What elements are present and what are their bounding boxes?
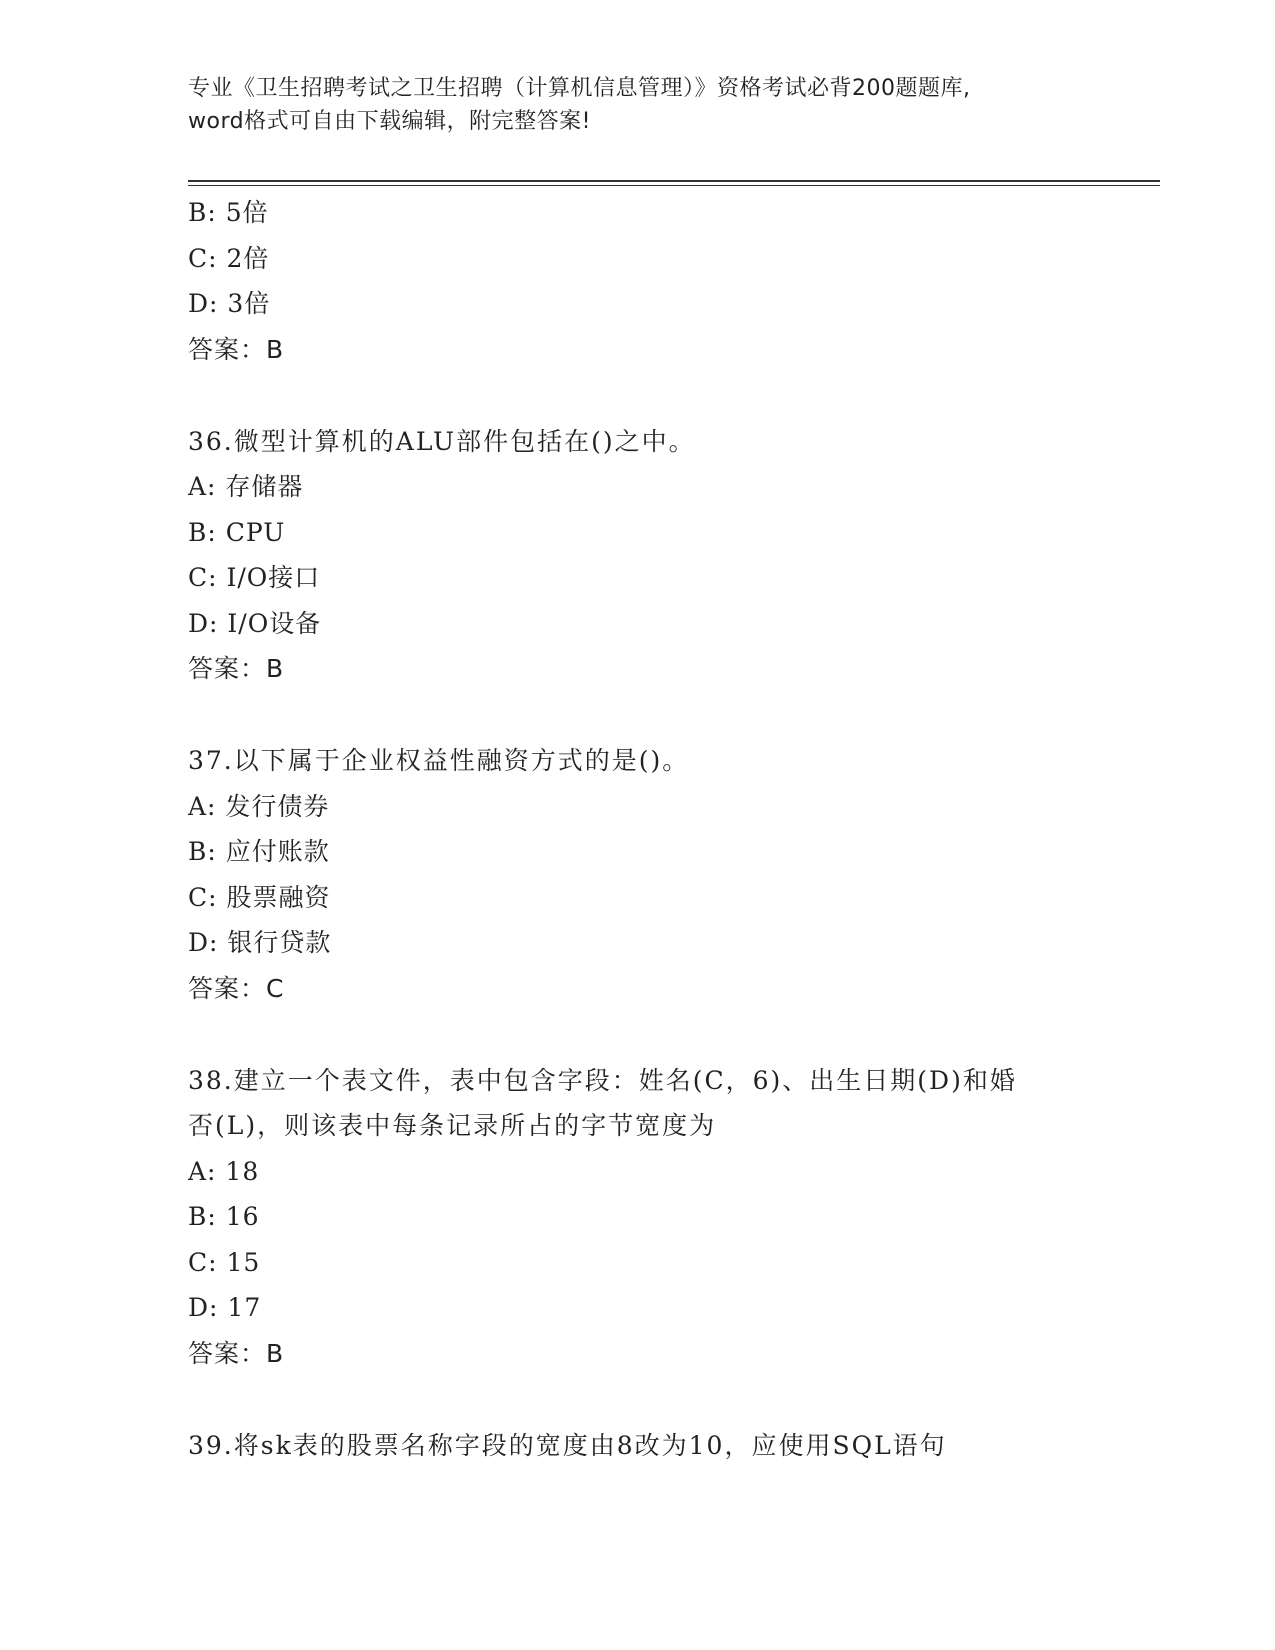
option-b: B: 16 bbox=[188, 1202, 260, 1231]
question-text-line-1: 38.建立一个表文件，表中包含字段：姓名(C，6)、出生日期(D)和婚 bbox=[188, 1065, 1017, 1095]
option-d: D: 17 bbox=[188, 1293, 262, 1322]
question-list bbox=[188, 190, 1088, 1468]
option-d: D: I/O设备 bbox=[188, 608, 322, 638]
option-d: D: 3倍 bbox=[188, 289, 271, 318]
option-c: C: 2倍 bbox=[188, 243, 270, 273]
option-c: C: 股票融资 bbox=[188, 882, 331, 912]
spacer bbox=[188, 373, 1088, 419]
header-rule-thin bbox=[188, 185, 1160, 186]
spacer bbox=[188, 692, 1088, 738]
question-text: 37.以下属于企业权益性融资方式的是()。 bbox=[188, 746, 690, 775]
option-a: A: 18 bbox=[188, 1156, 260, 1186]
option-d: D: 银行贷款 bbox=[188, 928, 332, 957]
answer-label: 答案：B bbox=[188, 1338, 285, 1368]
header-line-1: 专业《卫生招聘考试之卫生招聘（计算机信息管理）》资格考试必背200题题库, bbox=[188, 76, 971, 101]
option-b: B: 应付账款 bbox=[188, 837, 330, 866]
question-text-line-2: 否(L)，则该表中每条记录所占的字节宽度为 bbox=[188, 1111, 717, 1140]
question-block-35 bbox=[188, 190, 1088, 373]
question-block-39 bbox=[188, 1423, 1088, 1469]
option-c: C: I/O接口 bbox=[188, 563, 321, 592]
answer-label: 答案：B bbox=[188, 654, 285, 683]
question-block-36 bbox=[188, 419, 1088, 693]
spacer bbox=[188, 1377, 1088, 1423]
document-header bbox=[188, 72, 1088, 138]
answer-label: 答案：B bbox=[188, 334, 285, 364]
header-rule-thick bbox=[188, 180, 1160, 182]
option-b: B: CPU bbox=[188, 517, 286, 547]
spacer bbox=[188, 1012, 1088, 1058]
question-block-37 bbox=[188, 738, 1088, 1012]
option-a: A: 发行债券 bbox=[188, 791, 330, 821]
header-line-2: word格式可自由下载编辑，附完整答案! bbox=[188, 109, 591, 134]
question-text: 39.将sk表的股票名称字段的宽度由8改为10，应使用SQL语句 bbox=[188, 1430, 947, 1460]
question-text: 36.微型计算机的ALU部件包括在()之中。 bbox=[188, 426, 696, 456]
question-block-38 bbox=[188, 1058, 1088, 1377]
option-c: C: 15 bbox=[188, 1247, 261, 1277]
option-b: B: 5倍 bbox=[188, 198, 269, 227]
answer-label: 答案：C bbox=[188, 973, 285, 1003]
option-a: A: 存储器 bbox=[188, 472, 304, 501]
